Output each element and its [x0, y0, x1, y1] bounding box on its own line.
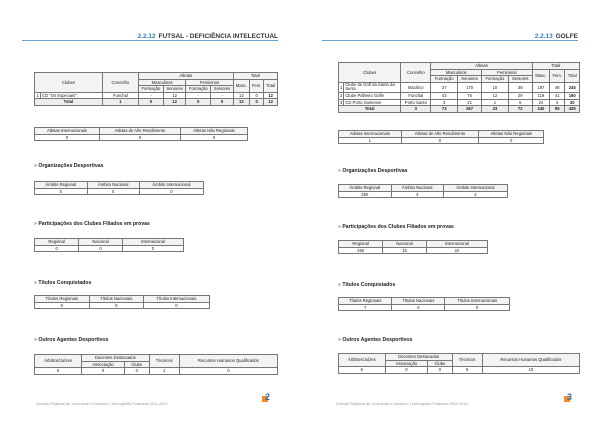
total-mf: 73	[431, 106, 458, 113]
total-fem-sum: 0	[249, 99, 263, 106]
org-table	[338, 184, 508, 198]
header-total-col: Total	[565, 69, 580, 82]
part-table	[34, 238, 184, 252]
value-alto-rendimento: 0	[100, 134, 181, 141]
value-recursos: 10	[482, 367, 579, 374]
header-masculinos: Masculinos	[431, 69, 482, 76]
header-titulos-regionais: Títulos Regionais	[339, 298, 392, 305]
header-femininos: Femininos	[186, 79, 233, 86]
value-associacao: 0	[385, 367, 428, 374]
page-number-badge	[564, 392, 576, 404]
header-formacao: Formação	[186, 86, 211, 93]
header-seniores: Seniores	[508, 76, 532, 83]
fem-seniores: 29	[508, 92, 532, 99]
fem-formacao: 1	[482, 99, 509, 106]
section-title-text: FUTSAL - DEFICIÊNCIA INTELECTUAL	[158, 33, 278, 40]
header-internacional: Internacional	[122, 239, 183, 246]
club-name: CD Porto Santense	[344, 99, 401, 106]
header-seniores: Seniores	[163, 86, 185, 93]
section-number: 2.2.13	[534, 33, 553, 40]
athletes-extra-table	[34, 127, 248, 141]
value-alto-rendimento: 0	[401, 137, 479, 144]
total-total: 12	[264, 92, 278, 99]
total-fem: 6	[550, 99, 565, 106]
header-docentes: Docentes Destacados	[385, 354, 452, 361]
header-docentes: Docentes Destacados	[82, 355, 149, 362]
value-titulos-regionais: 7	[339, 304, 392, 311]
total-label: Total	[35, 99, 103, 106]
value-titulos-internacionais: 0	[143, 302, 209, 309]
page-number: 3	[567, 392, 573, 402]
header-atletas-internacionais: Atletas Internacionais	[35, 128, 100, 135]
total-masc: 119	[532, 92, 549, 99]
header-atletas-internacionais: Atletas Internacionais	[339, 131, 402, 138]
fem-formacao: 12	[482, 92, 509, 99]
concelho: Funchal	[102, 92, 138, 99]
masc-formacao: 3	[431, 99, 458, 106]
header-concelho: Concelho	[102, 73, 138, 93]
outros-title-text: Outros Agentes Desportivos	[342, 337, 413, 343]
titulos-table	[34, 295, 210, 309]
header-titulos-nacionais: Títulos Nacionais	[89, 296, 143, 303]
total-ms: 267	[458, 106, 482, 113]
masc-formacao: 43	[431, 92, 458, 99]
outros-table	[338, 353, 580, 374]
masc-seniores: 76	[458, 92, 482, 99]
org-title-text: Organizações Desportivas	[38, 163, 104, 169]
header-fem: Fem.	[550, 69, 565, 82]
total-ff: 0	[186, 99, 211, 106]
header-masc: Masc.	[532, 69, 549, 82]
value-atletas-internacionais: 0	[35, 134, 100, 141]
club-name: Clube de Golf da Santo da Serra	[344, 82, 401, 92]
titulos-title-text: Títulos Conquistados	[38, 280, 92, 286]
value-ambito-nacional: 0	[87, 188, 139, 195]
footer: Direção Regional de Juventude e Desporto | Demografia Federada 2011-2012	[336, 402, 468, 406]
total-masc: 197	[532, 82, 549, 92]
section-title	[138, 33, 278, 40]
header-tecnicos: Técnicos	[149, 355, 179, 368]
outros-title: » Outros Agentes Desportivos	[338, 337, 413, 343]
header-associacao: Associação	[82, 361, 125, 368]
value-regional: 250	[339, 247, 383, 254]
titulos-table	[338, 297, 510, 311]
header-formacao: Formação	[138, 86, 163, 93]
total-concelho: 3	[401, 106, 431, 113]
value-ambito-regional: 0	[35, 188, 88, 195]
header-nao-regionais: Atletas Não Regionais	[479, 131, 544, 138]
header-concelho: Concelho	[401, 63, 431, 83]
athletes-main-table	[338, 62, 580, 113]
athletes-extra-table	[338, 130, 544, 144]
header-regional: Regional	[339, 241, 383, 248]
value-regional: 0	[35, 245, 79, 252]
row-index: 2	[340, 92, 343, 98]
org-title-text: Organizações Desportivas	[342, 168, 408, 174]
value-ambito-internacional: 0	[139, 188, 203, 195]
total-mf: 0	[138, 99, 163, 106]
value-clube: 0	[124, 368, 149, 375]
header-femininos: Femininos	[482, 69, 533, 76]
value-titulos-internacionais: 0	[445, 304, 510, 311]
header-total-col: Total	[264, 79, 278, 92]
fem-formacao: 10	[482, 82, 509, 92]
header-atletas: Atletas	[138, 73, 233, 80]
header-ambito-regional: Âmbito Regional	[35, 182, 88, 189]
header-recursos: Recursos Humanos Qualificados	[482, 354, 579, 367]
header-nacional: Nacional	[79, 239, 123, 246]
value-titulos-nacionais: 0	[392, 304, 445, 311]
header-associacao: Associação	[385, 360, 428, 367]
total-masc: 12	[233, 92, 249, 99]
value-nao-regionais: 0	[479, 137, 544, 144]
titulos-title: » Títulos Conquistados	[338, 282, 396, 288]
part-title-text: Participações dos Clubes Filiados em provas	[342, 224, 454, 230]
header-nao-regionais: Atletas Não Regionais	[180, 128, 247, 135]
header-clubes: Clubes	[35, 73, 103, 93]
total-masc-sum: 340	[532, 106, 549, 113]
titulos-title-text: Títulos Conquistados	[342, 282, 396, 288]
concelho: Machico	[401, 82, 431, 92]
header-masculinos: Masculinos	[138, 79, 185, 86]
value-nao-regionais: 0	[180, 134, 247, 141]
fem-seniores: 38	[508, 82, 532, 92]
total-grand: 435	[565, 106, 580, 113]
header-regional: Regional	[35, 239, 79, 246]
title-rule	[22, 40, 278, 41]
masc-formacao: 27	[431, 82, 458, 92]
title-rule	[322, 40, 578, 41]
outros-table	[34, 354, 278, 375]
total-masc: 24	[532, 99, 549, 106]
part-title: » Participações dos Clubes Filiados em provas	[34, 221, 150, 227]
total-fs: 72	[508, 106, 532, 113]
club-name: Clube Palheiro Golfe	[344, 92, 401, 99]
total-concelho: 1	[102, 99, 138, 106]
section-number: 2.2.12	[137, 33, 156, 40]
value-internacional: 22	[426, 247, 487, 254]
value-arbitros: 5	[339, 367, 386, 374]
fem-formacao: -	[186, 92, 211, 99]
header-ambito-regional: Âmbito Regional	[339, 185, 392, 192]
header-clube: Clube	[428, 360, 452, 367]
table-row	[339, 92, 580, 99]
total-row	[339, 106, 580, 113]
masc-seniores: 12	[163, 92, 185, 99]
fem-seniores: -	[211, 92, 233, 99]
header-titulos-internacionais: Títulos Internacionais	[445, 298, 510, 305]
row-index: 3	[340, 99, 343, 105]
part-title-text: Participações dos Clubes Filiados em provas	[38, 221, 150, 227]
header-formacao: Formação	[431, 76, 458, 83]
header-alto-rendimento: Atletas de Alto Rendimento	[100, 128, 181, 135]
total-fs: 0	[211, 99, 233, 106]
page-number: 2	[265, 392, 271, 402]
outros-title: » Outros Agentes Desportivos	[34, 337, 109, 343]
total-fem-sum: 95	[550, 106, 565, 113]
total-ms: 12	[163, 99, 185, 106]
total-fem: 48	[550, 82, 565, 92]
value-tecnicos: 5	[452, 367, 482, 374]
titulos-title: » Títulos Conquistados	[34, 280, 92, 286]
page-number-badge	[262, 392, 274, 404]
total-fem: 0	[249, 92, 263, 99]
total-masc-sum: 12	[233, 99, 249, 106]
header-formacao: Formação	[482, 76, 509, 83]
concelho: Porto Santo	[401, 99, 431, 106]
header-fem: Fem.	[249, 79, 263, 92]
total-total: 245	[565, 82, 580, 92]
section-title	[535, 33, 578, 40]
value-nacional: 0	[79, 245, 123, 252]
value-arbitros: 0	[35, 368, 82, 375]
header-titulos-regionais: Títulos Regionais	[35, 296, 90, 303]
masc-formacao: -	[138, 92, 163, 99]
total-grand: 12	[264, 99, 278, 106]
row-index: 1	[339, 82, 344, 92]
total-total: 30	[565, 99, 580, 106]
value-titulos-regionais: 0	[35, 302, 90, 309]
header-recursos: Recursos Humanos Qualificados	[179, 355, 277, 368]
header-nacional: Nacional	[383, 241, 427, 248]
header-tecnicos: Técnicos	[452, 354, 482, 367]
table-row	[339, 99, 580, 106]
part-table	[338, 240, 488, 254]
outros-title-text: Outros Agentes Desportivos	[38, 337, 109, 343]
header-internacional: Internacional	[426, 241, 487, 248]
total-ff: 23	[482, 106, 509, 113]
header-alto-rendimento: Atletas de Alto Rendimento	[401, 131, 479, 138]
org-title: » Organizações Desportivas	[338, 168, 408, 174]
value-recursos: 0	[179, 368, 277, 375]
value-internacional: 0	[122, 245, 183, 252]
row-index: 1	[36, 92, 39, 98]
value-nacional: 15	[383, 247, 427, 254]
fem-seniores: 5	[508, 99, 532, 106]
org-table	[34, 181, 204, 195]
athletes-main-table	[34, 72, 278, 106]
table-row	[35, 92, 278, 99]
right-page	[300, 0, 600, 424]
masc-seniores: 170	[458, 82, 482, 92]
header-atletas: Atletas	[431, 63, 532, 70]
total-row	[35, 99, 278, 106]
value-ambito-regional: 250	[339, 191, 392, 198]
header-seniores: Seniores	[211, 86, 233, 93]
value-tecnicos: 1	[149, 368, 179, 375]
header-total: Total	[532, 63, 579, 70]
value-atletas-internacionais: 1	[339, 137, 402, 144]
total-label: Total	[339, 106, 401, 113]
org-title: » Organizações Desportivas	[34, 163, 104, 169]
table-row	[339, 82, 580, 92]
header-ambito-nacional: Âmbito Nacional	[391, 185, 443, 192]
header-total: Total	[233, 73, 277, 80]
total-fem: 41	[550, 92, 565, 99]
value-ambito-nacional: 3	[391, 191, 443, 198]
header-arbitros: Árbitros/Juízes	[339, 354, 386, 367]
header-arbitros: Árbitros/Juízes	[35, 355, 82, 368]
header-ambito-nacional: Âmbito Nacional	[87, 182, 139, 189]
masc-seniores: 21	[458, 99, 482, 106]
header-titulos-internacionais: Títulos Internacionais	[143, 296, 209, 303]
header-ambito-internacional: Âmbito Internacional	[139, 182, 203, 189]
part-title: » Participações dos Clubes Filiados em provas	[338, 224, 454, 230]
header-ambito-internacional: Âmbito Internacional	[443, 185, 507, 192]
total-total: 160	[565, 92, 580, 99]
header-clubes: Clubes	[339, 63, 401, 83]
value-titulos-nacionais: 0	[89, 302, 143, 309]
section-title-text: GOLFE	[555, 33, 578, 40]
header-titulos-nacionais: Títulos Nacionais	[392, 298, 445, 305]
header-seniores: Seniores	[458, 76, 482, 83]
value-associacao: 0	[82, 368, 125, 375]
concelho: Funchal	[401, 92, 431, 99]
value-clube: 0	[428, 367, 452, 374]
header-masc: Masc.	[233, 79, 249, 92]
value-ambito-internacional: 2	[443, 191, 507, 198]
header-clube: Clube	[124, 361, 149, 368]
footer: Direção Regional de Juventude e Desporto | Demografia Federada 2011-2012	[36, 402, 168, 406]
club-name: CD "Os Especiais"	[41, 92, 103, 99]
